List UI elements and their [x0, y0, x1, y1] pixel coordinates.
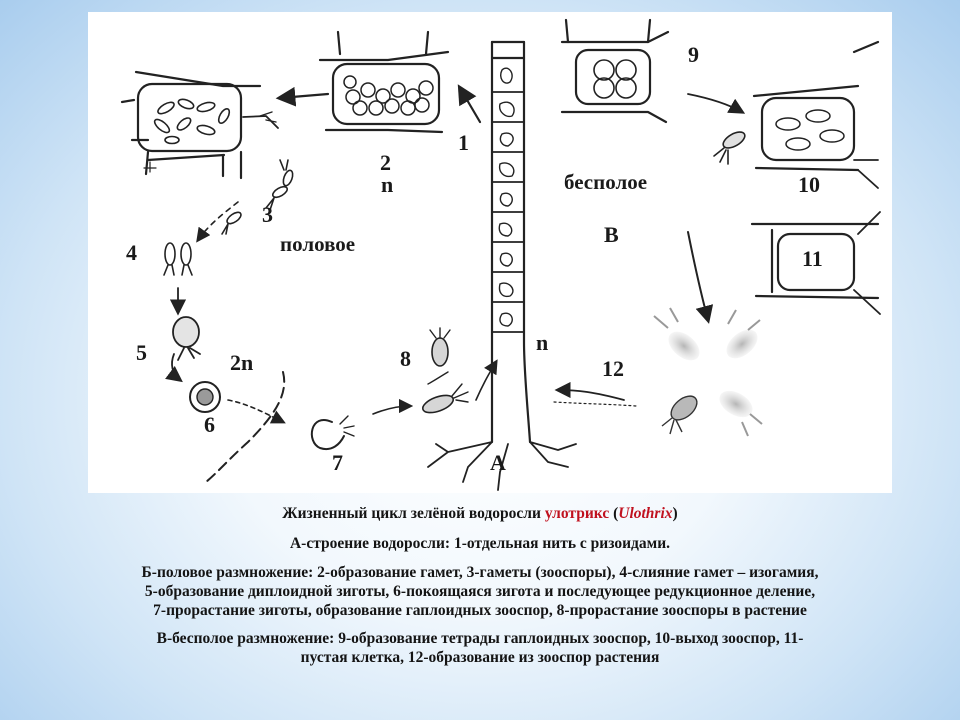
caption-line-b2: 5-образование диплоидной зиготы, 6-покоящаяся зигота и последующее редукционное деление,: [144, 583, 816, 600]
label-V: В: [604, 222, 619, 247]
caption-title-paren-open: (: [609, 505, 619, 522]
arrow-to-cell-2: [280, 94, 328, 98]
caption-title: [0, 504, 960, 523]
label-A: А: [490, 450, 506, 475]
caption-title-prefix: Жизненный цикл зелёной водоросли: [282, 505, 545, 522]
label-3: 3: [262, 202, 273, 227]
filament: [428, 42, 576, 490]
label-2: 2: [380, 150, 391, 175]
zoospores-germinating: [421, 328, 468, 416]
cell-gametes: [122, 72, 278, 178]
label-11: 11: [802, 246, 823, 271]
label-12: 12: [602, 356, 624, 381]
label-ploidy-2n: 2n: [230, 350, 254, 375]
germinating-zygote: [312, 416, 354, 449]
gamete-fusion: [164, 243, 192, 275]
caption-line-v1: В-бесполое размножение: 9-образование тетрады гаплоидных зооспор, 10-выход зооспор, 11-: [156, 630, 804, 647]
caption: [0, 500, 960, 667]
cell-zoospore-pile: [320, 32, 448, 132]
caption-line-b3: 7-прорастание зиготы, образование гаплоидных зооспор, 8-прорастание зооспоры в растение: [153, 602, 807, 619]
zoospore-free: [714, 129, 747, 164]
caption-title-genus: улотрикс: [544, 505, 610, 522]
label-sexual: половое: [280, 232, 356, 256]
caption-title-latin: Ulothrix: [618, 505, 673, 522]
caption-line-b1: Б-половое размножение: 2-образование гамет, 3-гаметы (зооспоры), 4-слияние гамет – изогамия,: [141, 564, 819, 581]
caption-line-a: А-строение водоросли: 1-отдельная нить с ризоидами.: [289, 535, 671, 552]
label-10: 10: [798, 172, 820, 197]
label-1: 1: [458, 130, 469, 155]
label-asexual: бесполое: [564, 170, 648, 194]
cell-tetrad: [562, 20, 668, 122]
label-7: 7: [332, 450, 343, 475]
label-9: 9: [688, 42, 699, 67]
resting-zygote: [190, 382, 220, 412]
zoospores-germinating-ghost: [654, 308, 763, 436]
life-cycle-figure: [88, 12, 892, 493]
caption-line-v2: пустая клетка, 12-образование из зооспор растения: [300, 649, 660, 666]
cell-zoospore-exit: [754, 42, 878, 188]
caption-title-paren-close: ): [672, 505, 678, 522]
label-8: 8: [400, 346, 411, 371]
diploid-zygote: [173, 317, 200, 360]
label-6: 6: [204, 412, 215, 437]
label-ploidy-n-right: n: [536, 330, 549, 355]
label-4: 4: [126, 240, 137, 265]
label-ploidy-n-top: n: [381, 172, 394, 197]
gametes: [222, 160, 294, 234]
arrow-1-to-top-cell: [460, 88, 480, 122]
label-5: 5: [136, 340, 147, 365]
